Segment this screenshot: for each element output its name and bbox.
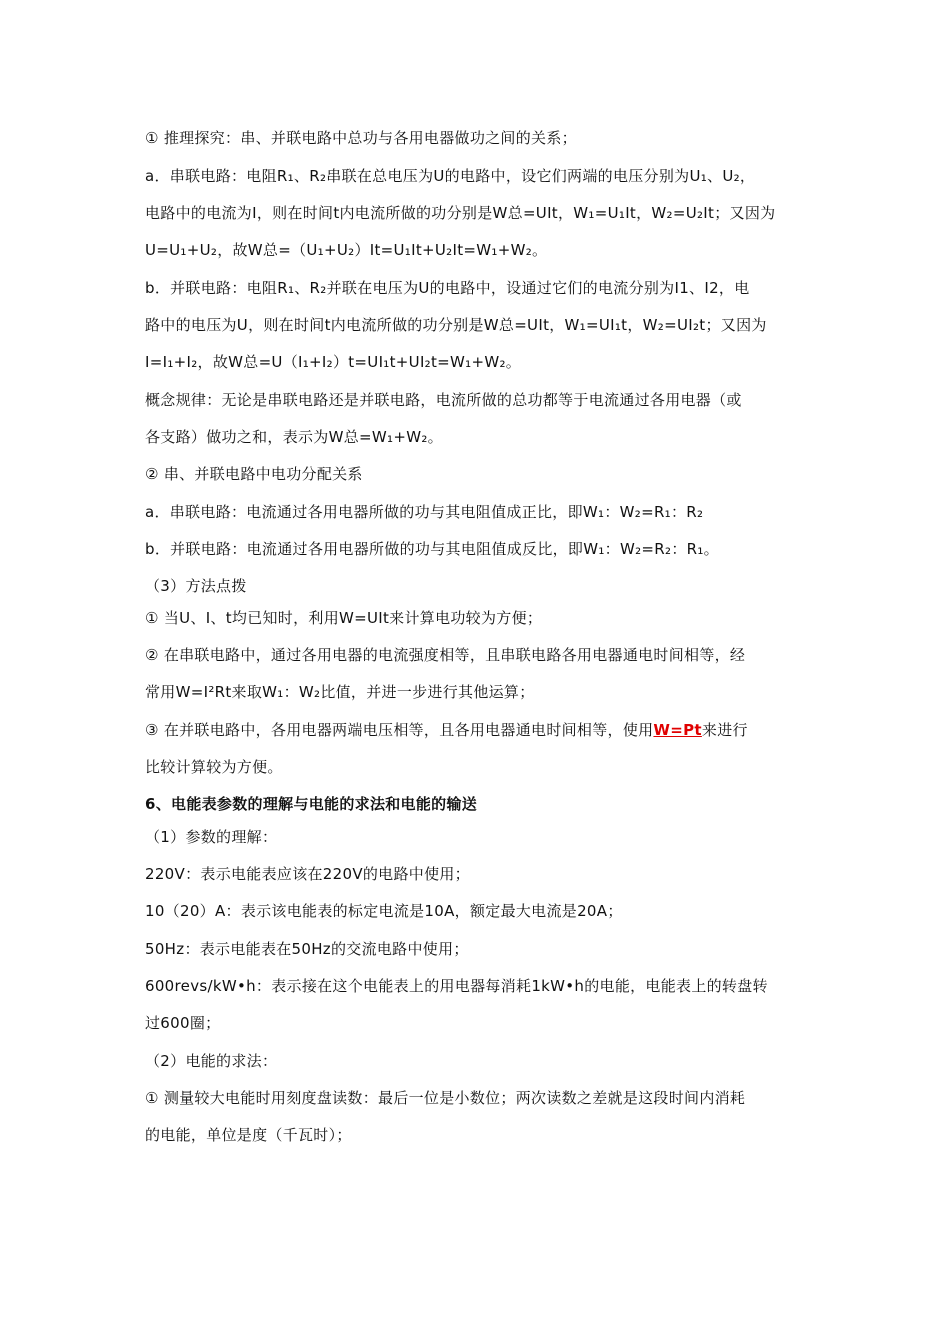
text-line-12: b．并联电路：电流通过各用电器所做的功与其电阻值成反比，即W₁：W₂=R₂：R₁。 <box>145 540 719 558</box>
text-line-15: ② 在串联电路中，通过各用电器的电流强度相等，且串联电路各用电器通电时间相等，经 <box>145 646 746 664</box>
text-line-27: ① 测量较大电能时用刻度盘读数：最后一位是小数位；两次读数之差就是这段时间内消耗 <box>145 1089 746 1107</box>
text-line-5: b．并联电路：电阻R₁、R₂并联在电压为U的电路中，设通过它们的电流分别为I1、I2，电 <box>145 279 750 297</box>
text-line-3: 电路中的电流为I，则在时间t内电流所做的功分别是W总=UIt，W₁=U₁It，W₂=U₂It；又因为 <box>145 204 776 222</box>
text-line-25: 过600圈； <box>145 1014 221 1032</box>
text-line-9: 各支路）做功之和，表示为W总=W₁+W₂。 <box>145 428 443 446</box>
text-line-17 <box>145 720 815 740</box>
text-line-10: ② 串、并联电路中电功分配关系 <box>145 465 363 483</box>
text-line-13: （3）方法点拨 <box>145 577 247 595</box>
text-line-11: a．串联电路：电流通过各用电器所做的功与其电阻值成正比，即W₁：W₂=R₁：R₂ <box>145 503 704 521</box>
text-line-16: 常用W=I²Rt来取W₁：W₂比值，并进一步进行其他运算； <box>145 683 535 701</box>
text-line-8: 概念规律：无论是串联电路还是并联电路，电流所做的总功都等于电流通过各用电器（或 <box>145 391 742 409</box>
text-line-23: 50Hz：表示电能表在50Hz的交流电路中使用； <box>145 940 469 958</box>
text-line-1: ① 推理探究：串、并联电路中总功与各用电器做功之间的关系； <box>145 129 577 147</box>
text-line-7: I=I₁+I₂，故W总=U（I₁+I₂）t=UI₁t+UI₂t=W₁+W₂。 <box>145 353 522 371</box>
text-line-24: 600revs/kW•h：表示接在这个电能表上的用电器每消耗1kW•h的电能，电能表上的转盘转 <box>145 977 768 995</box>
text-line-21: 220V：表示电能表应该在220V的电路中使用； <box>145 865 470 883</box>
text-line-26: （2）电能的求法： <box>145 1052 278 1070</box>
text-line-14: ① 当U、I、t均已知时，利用W=UIt来计算电功较为方便； <box>145 609 543 627</box>
text-line-20: （1）参数的理解： <box>145 828 278 846</box>
text-line-22: 10（20）A：表示该电能表的标定电流是10A，额定最大电流是20A； <box>145 902 623 920</box>
text-line-6: 路中的电压为U，则在时间t内电流所做的功分别是W总=UIt，W₁=UI₁t，W₂=UI₂t；又因为 <box>145 316 767 334</box>
text-line-17-end: 来进行 <box>701 721 748 739</box>
text-line-28: 的电能，单位是度（千瓦时）； <box>145 1126 352 1144</box>
section-heading: 6、电能表参数的理解与电能的求法和电能的输送 <box>145 795 478 813</box>
formula-highlight: W=Pt <box>653 721 702 739</box>
text-line-4: U=U₁+U₂，故W总=（U₁+U₂）It=U₁It+U₂It=W₁+W₂。 <box>145 241 548 259</box>
text-line-18: 比较计算较为方便。 <box>145 758 283 776</box>
text-line-17-start: ③ 在并联电路中，各用电器两端电压相等，且各用电器通电时间相等，使用 <box>145 721 654 739</box>
text-line-2: a．串联电路：电阻R₁、R₂串联在总电压为U的电路中，设它们两端的电压分别为U₁、U₂， <box>145 167 756 185</box>
